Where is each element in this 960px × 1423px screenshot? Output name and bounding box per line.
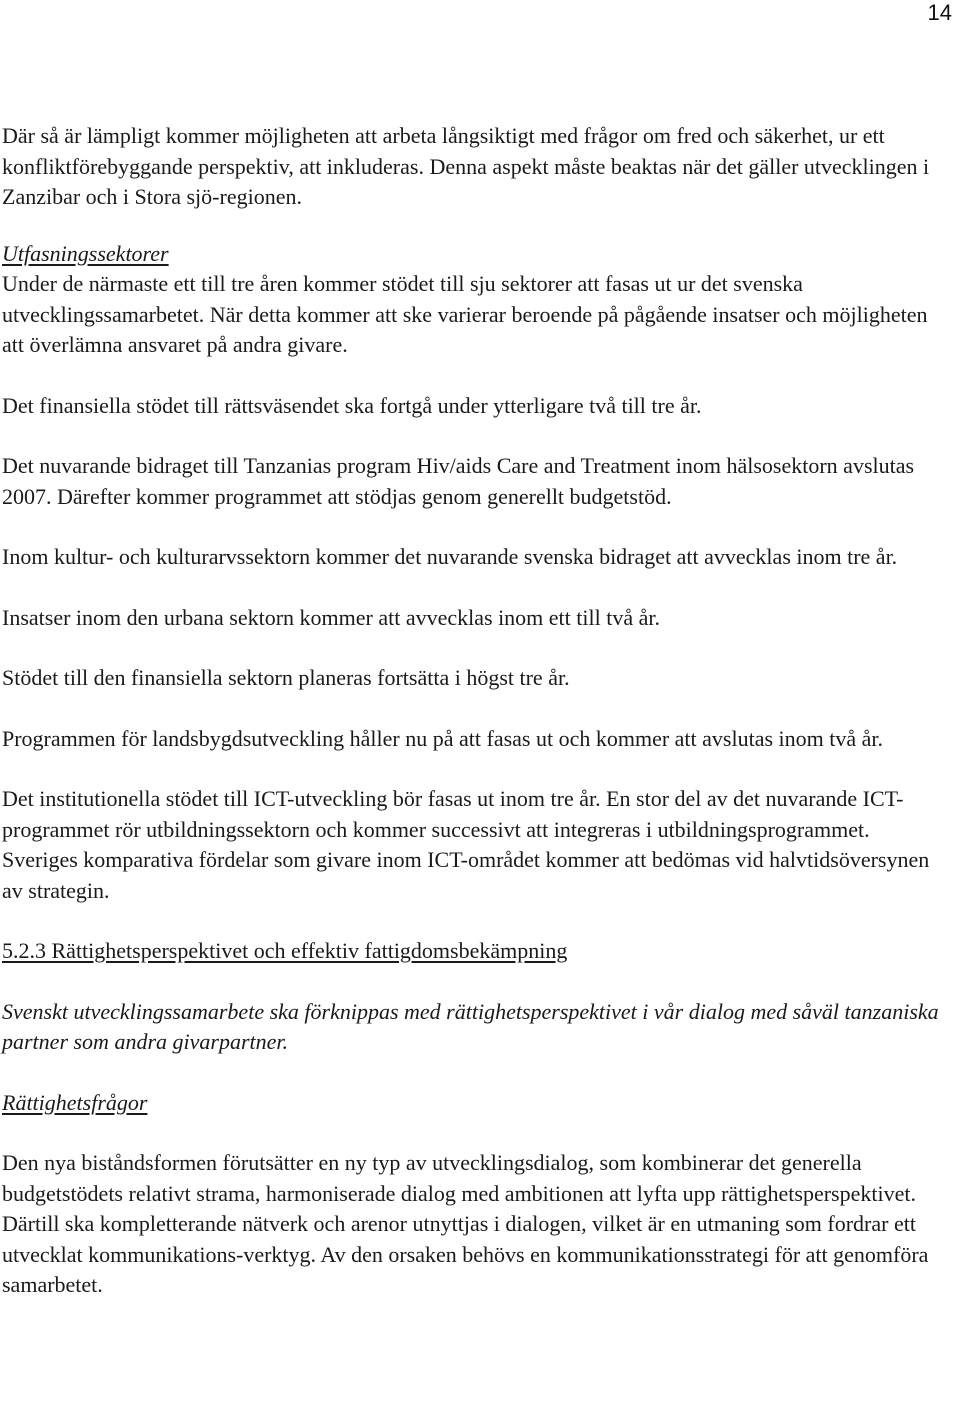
paragraph-dialogue: Den nya biståndsformen förutsätter en ny typ av utvecklingsdialog, som kombinerar det generella budgetstödets relativt strama, harmoniserade dialog med ambitionen att lyfta upp rättighetsperspektivet. Därtill ska kompletterande nätverk och arenor utnyttjas i dialogen, vilket är en utmaning som fordrar ett utvecklat kommunikations-verktyg. Av den orsaken behövs en kommunikationsstrategi för att genomföra samarbetet. bbox=[2, 1150, 929, 1297]
paragraph-ict: Det institutionella stödet till ICT-utveckling bör fasas ut inom tre år. En stor del av det nuvarande ICT-programmet rör utbildningssektorn och kommer successivt att integreras i utbildningsprogrammet. Sveriges komparativa fördelar som givare inom ICT-området kommer att bedömas vid halvtidsöversynen av strategin. bbox=[2, 786, 930, 903]
paragraph-financial-sector: Stödet till den finansiella sektorn planeras fortsätta i högst tre år. bbox=[2, 665, 570, 690]
paragraph-culture: Inom kultur- och kulturarvssektorn kommer det nuvarande svenska bidraget att avvecklas inom tre år. bbox=[2, 544, 898, 569]
section-heading-5-2-3: 5.2.3 Rättighetsperspektivet och effektiv fattigdomsbekämpning bbox=[2, 938, 568, 963]
paragraph-urban: Insatser inom den urbana sektorn kommer att avvecklas inom ett till två år. bbox=[2, 604, 660, 630]
paragraph-peace-security: Där så är lämpligt kommer möjligheten att arbeta långsiktigt med frågor om fred och säkerhet, ur ett konfliktförebyggande perspektiv, att inkluderas. Denna aspekt måste beaktas när det gäller utvecklingen i Zanzibar och i Stora sjö-regionen. bbox=[2, 123, 930, 209]
paragraph-justice-support: Det finansiella stödet till rättsväsendet ska fortgå under ytterligare två till tre år. bbox=[2, 392, 702, 418]
subheading-rattighetsfragor: Rättighetsfrågor bbox=[2, 1089, 148, 1115]
subheading-utfasningssektorer: Utfasningssektorer bbox=[2, 240, 169, 266]
paragraph-rural-development: Programmen för landsbygdsutveckling håller nu på att fasas ut och kommer att avslutas inom två år. bbox=[2, 725, 884, 751]
paragraph-phaseout-intro: Under de närmaste ett till tre åren kommer stödet till sju sektorer att fasas ut ur det svenska utvecklingssamarbetet. När detta kommer att ske varierar beroende på pågående insatser och möjligheten att överlämna ansvaret på andra givare. bbox=[2, 271, 928, 357]
paragraph-rights-intro: Svenskt utvecklingssamarbete ska förknippas med rättighetsperspektivet i vår dialog med såväl tanzaniska partner som andra givarpartner. bbox=[2, 998, 939, 1054]
paragraph-hiv-aids: Det nuvarande bidraget till Tanzanias program Hiv/aids Care and Treatment inom hälsosektorn avslutas 2007. Därefter kommer programmet att stödjas genom generellt budgetstöd. bbox=[2, 453, 915, 509]
page-number: 14 bbox=[927, 0, 952, 25]
document-body bbox=[2, 121, 942, 1301]
